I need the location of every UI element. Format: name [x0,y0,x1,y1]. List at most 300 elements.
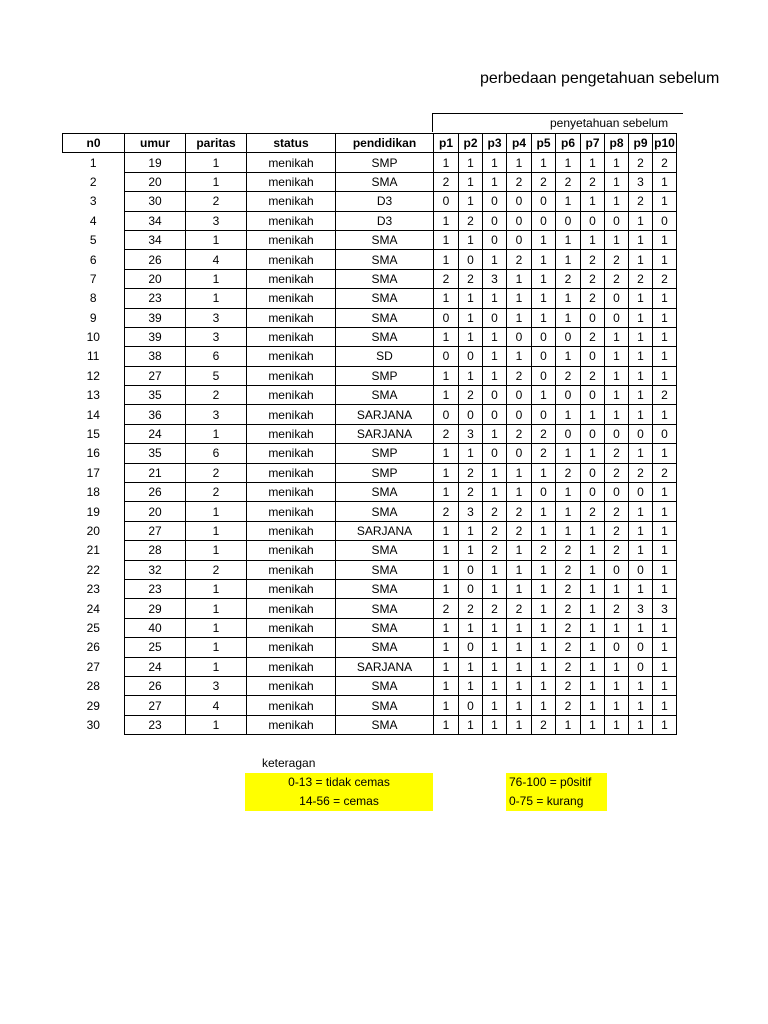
cell-p9: 1 [629,230,653,249]
table-row [63,618,677,637]
cell-paritas: 1 [186,289,247,308]
column-header-p7: p7 [581,134,605,153]
cell-p9: 1 [629,541,653,560]
cell-p6: 0 [556,211,581,230]
cell-p2: 1 [459,676,483,695]
cell-p4: 2 [507,424,532,443]
cell-n0: 18 [86,485,100,500]
cell-p6: 2 [556,676,581,695]
cell-p3: 2 [483,521,507,540]
cell-p4: 1 [507,676,532,695]
cell-p4: 1 [507,289,532,308]
cell-p3: 0 [483,386,507,405]
cell-n0: 8 [89,291,97,306]
cell-p5: 1 [532,250,556,269]
legend-cemas: 14-56 = cemas [245,792,433,811]
column-header-p3: p3 [483,134,507,153]
cell-n0: 15 [86,427,100,442]
cell-p10: 2 [653,153,677,172]
cell-umur: 36 [125,405,186,424]
cell-n0: 28 [86,679,100,694]
legend-title: keteragan [262,756,316,770]
cell-p3: 1 [483,618,507,637]
cell-p2: 2 [459,386,483,405]
cell-umur: 21 [125,463,186,482]
cell-p4: 1 [507,638,532,657]
cell-paritas: 4 [186,250,247,269]
cell-p8: 0 [605,211,629,230]
cell-p3: 1 [483,715,507,734]
cell-n0: 3 [89,194,97,209]
cell-p1: 1 [434,676,459,695]
cell-status: menikah [247,289,336,308]
cell-umur: 28 [125,541,186,560]
cell-paritas: 1 [186,502,247,521]
cell-umur: 27 [125,366,186,385]
table-row [63,211,677,230]
cell-paritas: 3 [186,405,247,424]
cell-p3: 1 [483,579,507,598]
cell-status: menikah [247,599,336,618]
cell-p1: 1 [434,579,459,598]
cell-p9: 0 [629,657,653,676]
cell-p4: 1 [507,541,532,560]
cell-p4: 0 [507,211,532,230]
cell-p2: 0 [459,560,483,579]
cell-p2: 1 [459,444,483,463]
cell-p10: 1 [653,541,677,560]
cell-p6: 0 [556,424,581,443]
cell-pendidikan: SMA [336,327,434,346]
cell-p7: 0 [581,347,605,366]
cell-p3: 1 [483,676,507,695]
cell-p5: 0 [532,347,556,366]
table-row [63,599,677,618]
cell-p5: 1 [532,579,556,598]
cell-p3: 1 [483,657,507,676]
cell-umur: 27 [125,696,186,715]
cell-p3: 1 [483,153,507,172]
table-row [63,230,677,249]
cell-p1: 1 [434,327,459,346]
cell-p9: 2 [629,153,653,172]
cell-p4: 1 [507,269,532,288]
cell-p2: 1 [459,366,483,385]
cell-p9: 0 [629,483,653,502]
cell-p7: 1 [581,638,605,657]
cell-status: menikah [247,172,336,191]
cell-umur: 35 [125,444,186,463]
cell-umur: 26 [125,250,186,269]
cell-p1: 1 [434,638,459,657]
cell-p10: 2 [653,463,677,482]
cell-p1: 1 [434,696,459,715]
cell-p8: 1 [605,618,629,637]
cell-status: menikah [247,386,336,405]
cell-p8: 1 [605,696,629,715]
cell-p2: 3 [459,424,483,443]
cell-p9: 1 [629,444,653,463]
cell-paritas: 1 [186,599,247,618]
cell-p3: 0 [483,444,507,463]
cell-p6: 1 [556,289,581,308]
cell-p2: 1 [459,230,483,249]
table-row [63,444,677,463]
cell-p10: 0 [653,211,677,230]
cell-p5: 1 [532,289,556,308]
cell-pendidikan: SMA [336,250,434,269]
cell-p1: 1 [434,657,459,676]
cell-p10: 1 [653,696,677,715]
cell-paritas: 2 [186,483,247,502]
cell-p1: 1 [434,250,459,269]
cell-p6: 0 [556,327,581,346]
cell-p10: 1 [653,579,677,598]
table-row [63,424,677,443]
cell-status: menikah [247,696,336,715]
cell-p1: 1 [434,463,459,482]
table-row [63,289,677,308]
cell-p2: 0 [459,638,483,657]
cell-p6: 2 [556,541,581,560]
cell-p5: 1 [532,657,556,676]
cell-n0: 7 [89,271,97,286]
cell-p2: 1 [459,172,483,191]
cell-p3: 2 [483,502,507,521]
cell-p4: 0 [507,192,532,211]
cell-status: menikah [247,541,336,560]
cell-n0: 25 [86,620,100,635]
cell-p9: 1 [629,696,653,715]
cell-p6: 2 [556,172,581,191]
cell-p6: 1 [556,153,581,172]
cell-pendidikan: SMA [336,676,434,695]
cell-umur: 39 [125,308,186,327]
cell-p2: 2 [459,211,483,230]
cell-p8: 1 [605,715,629,734]
cell-umur: 40 [125,618,186,637]
cell-pendidikan: SMA [336,579,434,598]
cell-p8: 0 [605,638,629,657]
cell-p8: 1 [605,405,629,424]
cell-p3: 2 [483,541,507,560]
cell-n0: 2 [89,174,97,189]
data-table [62,133,677,735]
cell-p7: 1 [581,618,605,637]
cell-pendidikan: SMA [336,230,434,249]
table-row [63,483,677,502]
cell-p2: 0 [459,579,483,598]
legend-tidak-cemas: 0-13 = tidak cemas [245,773,433,792]
cell-status: menikah [247,463,336,482]
cell-p9: 1 [629,521,653,540]
column-header-paritas: paritas [186,134,247,153]
cell-status: menikah [247,502,336,521]
cell-n0: 11 [87,349,100,364]
cell-umur: 34 [125,230,186,249]
cell-p6: 1 [556,308,581,327]
cell-p4: 2 [507,521,532,540]
cell-n0: 19 [86,504,100,519]
cell-p4: 0 [507,230,532,249]
cell-p5: 2 [532,424,556,443]
cell-p1: 0 [434,347,459,366]
cell-p4: 1 [507,657,532,676]
cell-n0: 21 [86,543,100,558]
cell-umur: 24 [125,424,186,443]
cell-pendidikan: SMA [336,618,434,637]
cell-paritas: 6 [186,347,247,366]
cell-pendidikan: D3 [336,192,434,211]
cell-p5: 1 [532,560,556,579]
cell-n0: 5 [89,233,97,248]
cell-p3: 1 [483,366,507,385]
cell-pendidikan: SARJANA [336,405,434,424]
legend-positif: 76-100 = p0sitif [506,773,607,792]
cell-p5: 1 [532,521,556,540]
cell-p10: 1 [653,657,677,676]
cell-p3: 1 [483,347,507,366]
cell-p8: 0 [605,560,629,579]
cell-pendidikan: SMA [336,638,434,657]
cell-pendidikan: SMA [336,502,434,521]
cell-p7: 1 [581,521,605,540]
cell-pendidikan: SMP [336,444,434,463]
cell-pendidikan: SMP [336,366,434,385]
cell-n0: 23 [86,582,100,597]
table-row [63,676,677,695]
cell-p1: 1 [434,211,459,230]
cell-p4: 2 [507,502,532,521]
cell-p3: 2 [483,599,507,618]
table-row [63,386,677,405]
cell-p2: 1 [459,153,483,172]
cell-paritas: 2 [186,192,247,211]
cell-p1: 1 [434,153,459,172]
cell-p5: 1 [532,618,556,637]
cell-p1: 1 [434,366,459,385]
cell-p9: 1 [629,502,653,521]
table-row [63,638,677,657]
table-row [63,521,677,540]
cell-p2: 1 [459,657,483,676]
cell-p6: 2 [556,657,581,676]
cell-p7: 0 [581,211,605,230]
table-row [63,172,677,191]
column-header-p8: p8 [605,134,629,153]
cell-p5: 1 [532,153,556,172]
cell-umur: 29 [125,599,186,618]
table-row [63,560,677,579]
cell-paritas: 1 [186,638,247,657]
cell-p6: 2 [556,560,581,579]
cell-status: menikah [247,618,336,637]
cell-p4: 0 [507,386,532,405]
cell-status: menikah [247,308,336,327]
cell-p3: 1 [483,289,507,308]
cell-status: menikah [247,230,336,249]
cell-p1: 1 [434,386,459,405]
cell-p2: 2 [459,269,483,288]
cell-status: menikah [247,676,336,695]
cell-umur: 39 [125,327,186,346]
cell-p8: 0 [605,308,629,327]
cell-p5: 1 [532,696,556,715]
cell-paritas: 1 [186,172,247,191]
cell-p7: 1 [581,153,605,172]
cell-paritas: 1 [186,657,247,676]
cell-p7: 1 [581,676,605,695]
table-row [63,327,677,346]
cell-p6: 2 [556,463,581,482]
header-row [63,134,677,153]
cell-p3: 0 [483,192,507,211]
cell-p1: 0 [434,405,459,424]
cell-p4: 0 [507,444,532,463]
cell-umur: 30 [125,192,186,211]
cell-status: menikah [247,638,336,657]
cell-p2: 2 [459,599,483,618]
cell-p6: 2 [556,638,581,657]
table-row [63,696,677,715]
cell-p9: 3 [629,599,653,618]
cell-umur: 24 [125,657,186,676]
cell-p7: 2 [581,250,605,269]
cell-p1: 1 [434,618,459,637]
cell-paritas: 1 [186,269,247,288]
cell-p10: 1 [653,638,677,657]
cell-p4: 1 [507,347,532,366]
cell-p10: 1 [653,483,677,502]
cell-p6: 0 [556,386,581,405]
cell-paritas: 5 [186,366,247,385]
cell-p1: 1 [434,483,459,502]
cell-p5: 0 [532,366,556,385]
cell-status: menikah [247,405,336,424]
legend-kurang: 0-75 = kurang [506,792,607,811]
cell-p7: 1 [581,192,605,211]
cell-p4: 1 [507,618,532,637]
cell-p5: 2 [532,444,556,463]
cell-p7: 1 [581,696,605,715]
cell-p8: 2 [605,269,629,288]
cell-umur: 26 [125,676,186,695]
cell-p2: 0 [459,696,483,715]
cell-p6: 1 [556,347,581,366]
cell-p10: 1 [653,560,677,579]
cell-p5: 2 [532,715,556,734]
column-header-p9: p9 [629,134,653,153]
cell-paritas: 2 [186,463,247,482]
table-row [63,463,677,482]
cell-p1: 1 [434,444,459,463]
cell-p9: 1 [629,308,653,327]
cell-p2: 1 [459,521,483,540]
table-row [63,153,677,172]
cell-p8: 2 [605,521,629,540]
cell-p6: 2 [556,618,581,637]
cell-paritas: 1 [186,424,247,443]
cell-p10: 1 [653,230,677,249]
cell-umur: 20 [125,502,186,521]
cell-p3: 0 [483,211,507,230]
cell-p6: 1 [556,405,581,424]
column-header-p2: p2 [459,134,483,153]
cell-p9: 1 [629,405,653,424]
cell-p1: 1 [434,230,459,249]
cell-paritas: 3 [186,308,247,327]
cell-p10: 1 [653,192,677,211]
cell-p1: 1 [434,289,459,308]
cell-p2: 1 [459,308,483,327]
cell-umur: 35 [125,386,186,405]
cell-p2: 1 [459,541,483,560]
cell-p8: 2 [605,250,629,269]
table-row [63,715,677,734]
cell-status: menikah [247,327,336,346]
cell-p4: 1 [507,153,532,172]
cell-status: menikah [247,424,336,443]
cell-p2: 1 [459,327,483,346]
cell-p4: 2 [507,366,532,385]
cell-p5: 0 [532,211,556,230]
cell-pendidikan: SMA [336,269,434,288]
table-row [63,579,677,598]
table-row [63,502,677,521]
cell-pendidikan: SMA [336,172,434,191]
cell-p7: 2 [581,269,605,288]
cell-p7: 1 [581,579,605,598]
cell-p8: 0 [605,424,629,443]
cell-p7: 1 [581,405,605,424]
cell-pendidikan: SMA [336,483,434,502]
cell-p7: 1 [581,560,605,579]
cell-p2: 1 [459,192,483,211]
cell-paritas: 4 [186,696,247,715]
cell-n0: 9 [89,310,97,325]
cell-p8: 1 [605,153,629,172]
cell-p9: 1 [629,327,653,346]
cell-status: menikah [247,715,336,734]
cell-p2: 1 [459,715,483,734]
cell-p5: 0 [532,405,556,424]
cell-p4: 1 [507,696,532,715]
cell-p6: 1 [556,444,581,463]
cell-p8: 1 [605,657,629,676]
cell-p8: 2 [605,599,629,618]
cell-p10: 1 [653,502,677,521]
cell-p2: 2 [459,463,483,482]
cell-pendidikan: SMA [336,386,434,405]
cell-umur: 25 [125,638,186,657]
cell-p7: 1 [581,657,605,676]
cell-p5: 1 [532,308,556,327]
cell-p5: 1 [532,230,556,249]
cell-p7: 0 [581,483,605,502]
cell-umur: 23 [125,715,186,734]
cell-p1: 0 [434,308,459,327]
cell-p5: 0 [532,327,556,346]
cell-p7: 2 [581,172,605,191]
cell-umur: 26 [125,483,186,502]
cell-p9: 2 [629,269,653,288]
cell-p7: 1 [581,541,605,560]
column-header-p10: p10 [653,134,677,153]
cell-pendidikan: SMA [336,289,434,308]
cell-p1: 0 [434,192,459,211]
cell-p6: 2 [556,366,581,385]
cell-pendidikan: D3 [336,211,434,230]
